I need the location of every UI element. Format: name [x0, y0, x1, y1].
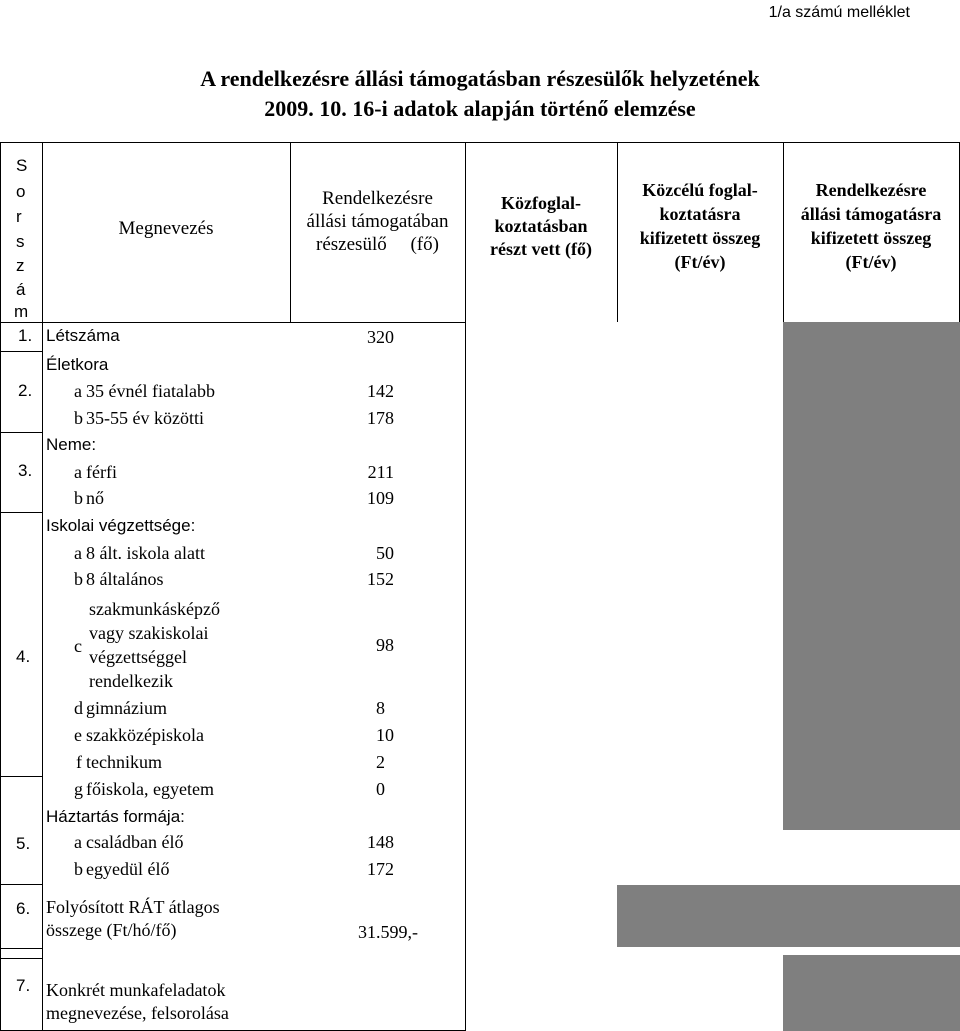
- sub-label: 8 ált. iskola alatt: [86, 543, 205, 563]
- sub-letter: c: [74, 636, 82, 656]
- row-heading: Iskolai végzettsége:: [46, 516, 196, 535]
- row-value: 320: [367, 327, 394, 347]
- sorszam-letter: m: [14, 302, 29, 321]
- row-number: 6.: [16, 899, 31, 918]
- row-number: 5.: [16, 834, 31, 853]
- sub-label: főiskola, egyetem: [86, 779, 214, 799]
- sub-label-line: végzettséggel: [89, 647, 187, 667]
- row-number: 1.: [18, 326, 33, 345]
- sub-value: 109: [367, 488, 394, 508]
- row-heading: Életkora: [46, 355, 109, 374]
- sorszam-letter: z: [16, 256, 25, 275]
- sub-label: családban élő: [86, 832, 184, 852]
- sub-value: 172: [367, 859, 394, 879]
- sorszam-letter: á: [16, 280, 26, 299]
- sub-label: 35 évnél fiatalabb: [86, 381, 215, 401]
- header-col1-line: részesülő (fő): [316, 234, 439, 255]
- header-col2-line: részt vett (fő): [490, 239, 592, 259]
- shaded-cell: [617, 885, 960, 947]
- row-label-line: Folyósított RÁT átlagos: [46, 897, 220, 917]
- sub-value: 148: [367, 832, 394, 852]
- sub-label: nő: [86, 488, 104, 508]
- sub-label-line: rendelkezik: [89, 671, 173, 691]
- header-col4-line: állási támogatásra: [800, 204, 942, 224]
- sub-value: 50: [376, 543, 394, 563]
- sub-letter: a: [74, 381, 82, 401]
- row-value: 31.599,-: [358, 922, 418, 942]
- header-col3-line: kifizetett összeg: [639, 228, 761, 248]
- sub-value: 178: [367, 408, 394, 428]
- shaded-cell: [783, 322, 960, 830]
- header-col4-line: Rendelkezésre: [815, 180, 927, 200]
- sub-letter: f: [76, 752, 82, 772]
- row-number: 7.: [16, 976, 31, 995]
- sub-letter: g: [74, 779, 83, 799]
- header-col1-line: állási támogatában: [306, 211, 449, 232]
- header-col3-line: (Ft/év): [674, 252, 726, 272]
- sub-label: 35-55 év közötti: [86, 408, 204, 428]
- sub-label: egyedül élő: [86, 859, 170, 879]
- row-heading: Háztartás formája:: [46, 807, 185, 826]
- header-col4-line: kifizetett összeg: [810, 228, 932, 248]
- header-col1-line: Rendelkezésre: [322, 188, 433, 209]
- sub-label: technikum: [86, 752, 162, 772]
- sub-value: 2: [376, 752, 385, 772]
- sub-letter: a: [74, 543, 82, 563]
- row-heading: Neme:: [46, 435, 97, 454]
- sub-value: 98: [376, 635, 394, 655]
- annex-label: 1/a számú melléklet: [768, 4, 910, 21]
- sub-letter: b: [74, 488, 83, 508]
- header-col4-line: (Ft/év): [845, 252, 897, 272]
- sub-value: 10: [376, 725, 394, 745]
- sub-letter: d: [74, 698, 83, 718]
- row-label: Létszáma: [46, 326, 120, 345]
- sub-label-line: szakmunkásképző: [89, 599, 220, 619]
- row-number: 3.: [18, 461, 33, 480]
- sub-value: 152: [367, 569, 394, 589]
- header-col3-line: Közcélú foglal-: [642, 180, 758, 200]
- header-col3-line: koztatásra: [659, 204, 741, 224]
- sub-letter: a: [74, 832, 82, 852]
- row-label-line: összege (Ft/hó/fő): [46, 920, 177, 940]
- sub-value: 211: [367, 462, 394, 482]
- document-title-line1: A rendelkezésre állási támogatásban részesülők helyzetének: [200, 66, 760, 91]
- sorszam-letter: S: [16, 156, 28, 175]
- sub-letter: b: [74, 569, 83, 589]
- sub-label: szakközépiskola: [86, 725, 204, 745]
- sub-label: férfi: [86, 462, 117, 482]
- sub-letter: b: [74, 408, 83, 428]
- sub-label-line: vagy szakiskolai: [89, 623, 209, 643]
- sub-label: 8 általános: [86, 569, 164, 589]
- sub-value: 142: [367, 381, 394, 401]
- header-megnevezes: Megnevezés: [118, 218, 214, 239]
- sub-value: 0: [376, 779, 385, 799]
- row-number: 2.: [18, 381, 33, 400]
- sub-letter: a: [74, 462, 82, 482]
- header-col2-line: koztatásban: [494, 216, 588, 236]
- document-title-line2: 2009. 10. 16-i adatok alapján történő elemzése: [264, 96, 696, 121]
- sorszam-letter: s: [16, 232, 25, 251]
- row-number: 4.: [16, 647, 31, 666]
- sub-letter: b: [74, 859, 83, 879]
- row-label-line: Konkrét munkafeladatok: [46, 980, 226, 1000]
- sorszam-letter: o: [16, 182, 26, 201]
- row-label-line: megnevezése, felsorolása: [46, 1003, 229, 1023]
- sorszam-letter: r: [16, 207, 22, 226]
- header-col2-line: Közfoglal-: [501, 193, 581, 213]
- sub-label: gimnázium: [86, 698, 167, 718]
- sub-value: 8: [376, 698, 385, 718]
- shaded-cell: [783, 955, 960, 1031]
- sub-letter: e: [74, 725, 82, 745]
